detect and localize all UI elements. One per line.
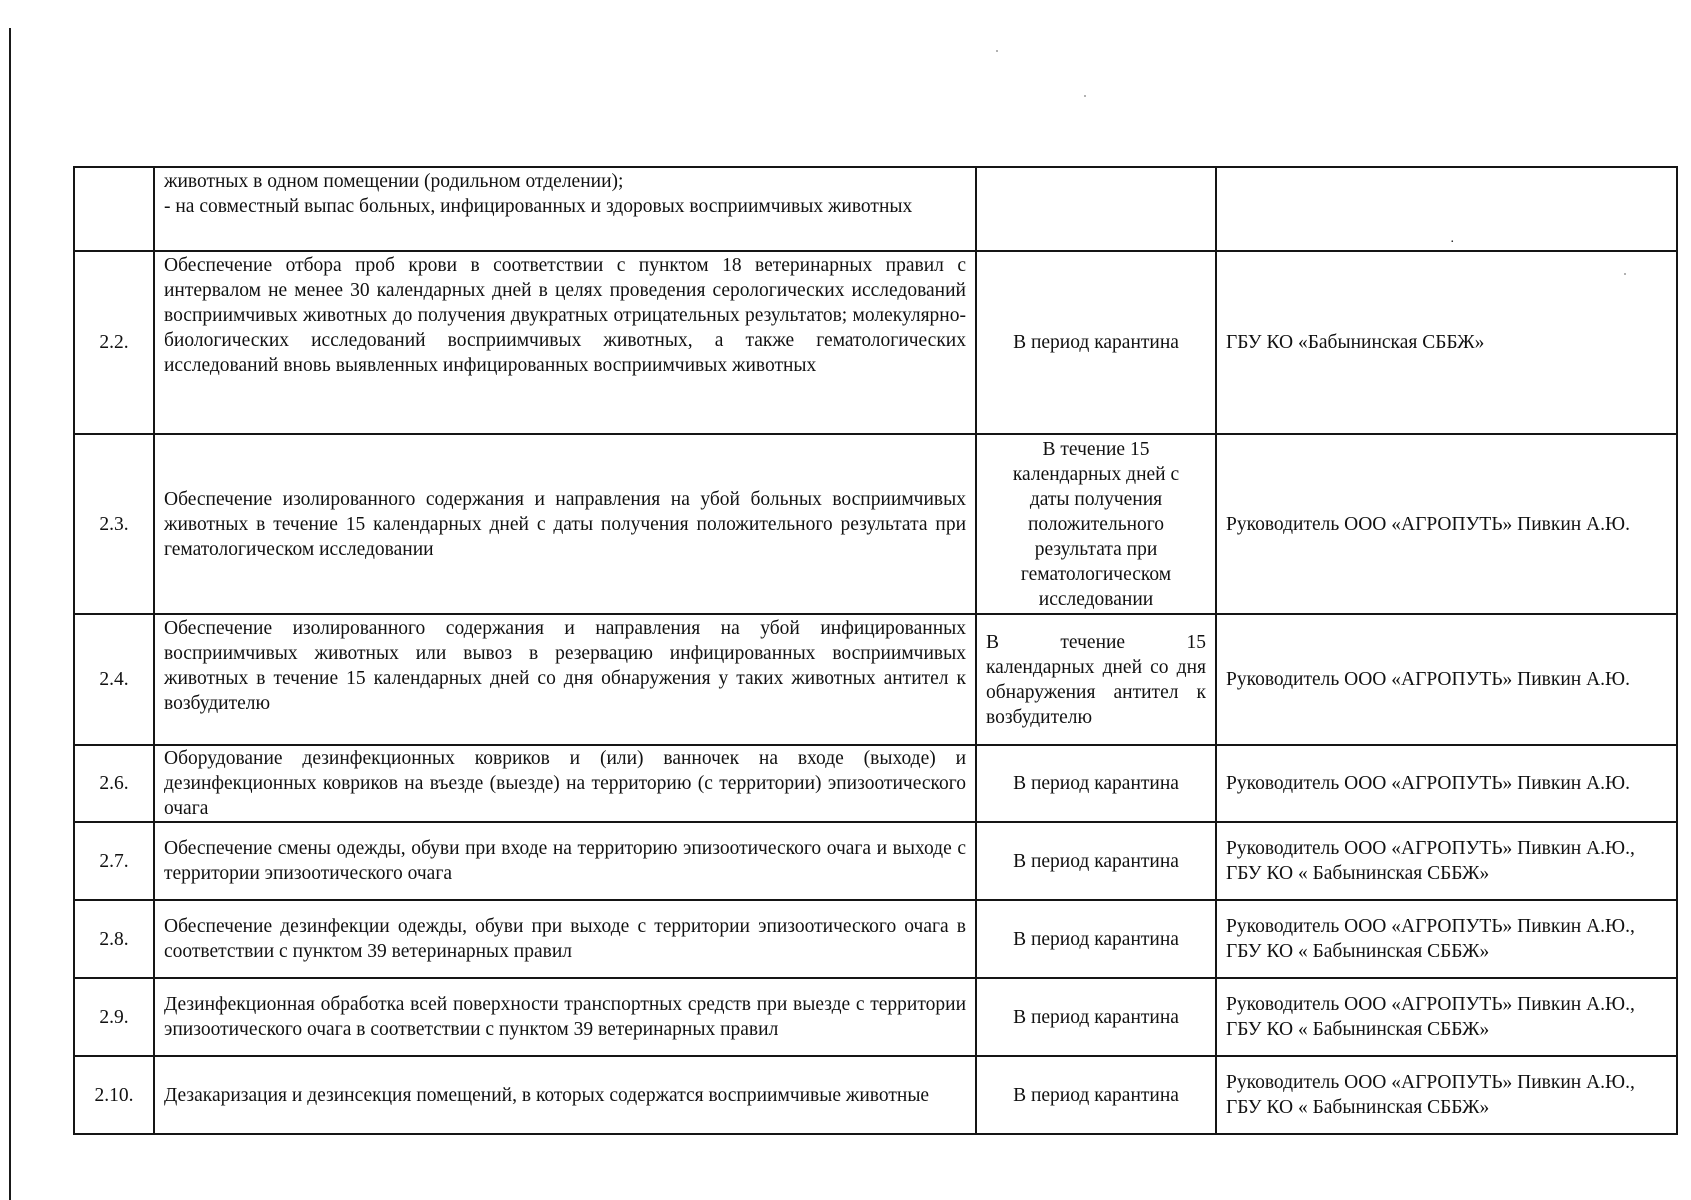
responsible-text: Руководитель ООО «АГРОПУТЬ» Пивкин А.Ю. — [1216, 745, 1677, 822]
row-number: 2.6. — [74, 745, 154, 822]
table-row — [74, 822, 1677, 900]
responsible-text: Руководитель ООО «АГРОПУТЬ» Пивкин А.Ю., ГБУ КО « Бабынинская СББЖ» — [1216, 900, 1677, 978]
quarantine-measures-table — [73, 166, 1678, 1135]
responsible-text: Руководитель ООО «АГРОПУТЬ» Пивкин А.Ю., ГБУ КО « Бабынинская СББЖ» — [1216, 822, 1677, 900]
page-margin-line — [9, 28, 11, 1200]
term-text: В период карантина — [976, 900, 1216, 978]
measure-line: - на совместный выпас больных, инфицированных и здоровых восприимчивых животных — [164, 196, 913, 217]
term-text: В период карантина — [976, 251, 1216, 434]
responsible-text: Руководитель ООО «АГРОПУТЬ» Пивкин А.Ю., ГБУ КО « Бабынинская СББЖ» — [1216, 978, 1677, 1056]
responsible-text: Руководитель ООО «АГРОПУТЬ» Пивкин А.Ю. — [1216, 434, 1677, 614]
measure-text: Обеспечение смены одежды, обуви при входе на территорию эпизоотического очага и выходе с территории эпизоотического очага — [154, 822, 976, 900]
table-row — [74, 614, 1677, 745]
row-number: 2.9. — [74, 978, 154, 1056]
responsible-text: Руководитель ООО «АГРОПУТЬ» Пивкин А.Ю., ГБУ КО « Бабынинская СББЖ» — [1216, 1056, 1677, 1134]
table-row — [74, 745, 1677, 822]
measure-text: Обеспечение изолированного содержания и направления на убой инфицированных восприимчивых животных или вывоз в резервацию инфицированных восприимчивых животных в течение 15 календарных дней со дня обнаружения у таких животных антител к возбудителю — [154, 614, 976, 745]
scan-speck — [1084, 95, 1086, 97]
row-number — [74, 167, 154, 251]
responsible-text: Руководитель ООО «АГРОПУТЬ» Пивкин А.Ю. — [1216, 614, 1677, 745]
responsible-text: ГБУ КО «Бабынинская СББЖ» — [1216, 251, 1677, 434]
table-row — [74, 978, 1677, 1056]
term-text: В течение 15 календарных дней со дня обнаружения антител к возбудителю — [976, 614, 1216, 745]
row-number: 2.4. — [74, 614, 154, 745]
measure-text: Дезакаризация и дезинсекция помещений, в которых содержатся восприимчивые животные — [154, 1056, 976, 1134]
measure-text: Дезинфекционная обработка всей поверхности транспортных средств при выезде с территории эпизоотического очага в соответствии с пунктом 39 ветеринарных правил — [154, 978, 976, 1056]
table-row — [74, 167, 1677, 251]
responsible-text — [1216, 167, 1677, 251]
measure-text — [154, 167, 976, 251]
measure-line: животных в одном помещении (родильном отделении); — [164, 171, 624, 192]
row-number: 2.2. — [74, 251, 154, 434]
measure-text: Обеспечение изолированного содержания и направления на убой больных восприимчивых животных в течение 15 календарных дней с даты получения положительного результата при гематологическом исследовании — [154, 434, 976, 614]
term-text: В период карантина — [976, 1056, 1216, 1134]
measure-text: Оборудование дезинфекционных ковриков и (или) ванночек на входе (выходе) и дезинфекционных ковриков на въезде (выезде) на территорию (с территории) эпизоотического очага — [154, 745, 976, 822]
term-text: В течение 15 календарных дней с даты получения положительного результата при гематологическом исследовании — [976, 434, 1216, 614]
term-text: В период карантина — [976, 978, 1216, 1056]
measure-text: Обеспечение дезинфекции одежды, обуви при выходе с территории эпизоотического очага в соответствии с пунктом 39 ветеринарных правил — [154, 900, 976, 978]
row-number: 2.10. — [74, 1056, 154, 1134]
term-text: В период карантина — [976, 745, 1216, 822]
table-row — [74, 900, 1677, 978]
row-number: 2.7. — [74, 822, 154, 900]
row-number: 2.3. — [74, 434, 154, 614]
table-row — [74, 434, 1677, 614]
measure-text: Обеспечение отбора проб крови в соответствии с пунктом 18 ветеринарных правил с интервалом не менее 30 календарных дней в целях проведения серологических исследований восприимчивых животных до получения двукратных отрицательных результатов; молекулярно-биологических исследований восприимчивых животных, а также гематологических исследований вновь выявленных инфицированных восприимчивых животных — [154, 251, 976, 434]
term-text: В период карантина — [976, 822, 1216, 900]
row-number: 2.8. — [74, 900, 154, 978]
term-text — [976, 167, 1216, 251]
table-row — [74, 251, 1677, 434]
responsible-dot: . — [1450, 231, 1454, 246]
table-row — [74, 1056, 1677, 1134]
scan-speck — [996, 50, 998, 52]
